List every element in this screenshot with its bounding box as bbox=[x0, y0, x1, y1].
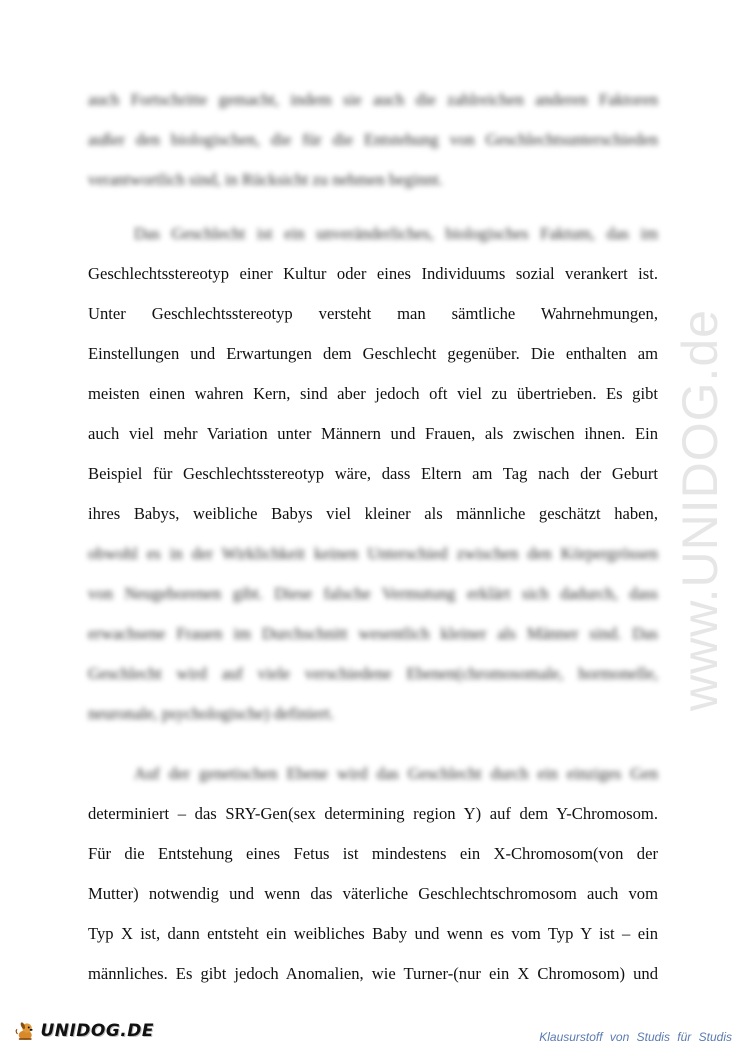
text-line: Für die Entstehung eines Fetus ist mindestens ein X-Chromosom(von der bbox=[88, 844, 658, 863]
text-line: von Neugeborenen gibt. Diese falsche Vermutung erklärt sich dadurch, dass bbox=[88, 584, 658, 603]
text-line: meisten einen wahren Kern, sind aber jedoch oft viel zu übertrieben. Es gibt bbox=[88, 384, 658, 403]
text-line: außer den biologischen, die für die Entstehung von Geschlechtsunterschieden bbox=[88, 130, 658, 149]
text-line: Mutter) notwendig und wenn das väterliche Geschlechtschromosom auch vom bbox=[88, 884, 658, 903]
text-line: Unter Geschlechtsstereotyp versteht man sämtliche Wahrnehmungen, bbox=[88, 304, 658, 323]
text-line: auch Fortschritte gemacht, indem sie auch die zahlreichen anderen Faktoren bbox=[88, 90, 658, 109]
text-line: männliches. Es gibt jedoch Anomalien, wie Turner-(nur ein X Chromosom) und bbox=[88, 964, 658, 983]
footer-tagline: Klausurstoff von Studis für Studis bbox=[539, 1030, 732, 1044]
text-line: Beispiel für Geschlechtsstereotyp wäre, dass Eltern am Tag nach der Geburt bbox=[88, 464, 658, 483]
watermark-text: www.UNIDOG.de bbox=[672, 309, 728, 711]
paragraph-3 bbox=[88, 754, 658, 994]
text-line: Typ X ist, dann entsteht ein weibliches Baby und wenn es vom Typ Y ist – ein bbox=[88, 924, 658, 943]
text-line: auch viel mehr Variation unter Männern und Frauen, als zwischen ihnen. Ein bbox=[88, 424, 658, 443]
text-line: Geschlecht wird auf viele verschiedene Ebenen(chromosomale, hormonelle, bbox=[88, 664, 658, 683]
text-line: Auf der genetischen Ebene wird das Geschlecht durch ein einziges Gen bbox=[134, 764, 658, 783]
text-line: neuronale, psychologische) definiert. bbox=[88, 704, 335, 723]
text-line: obwohl es in der Wirklichkeit keinen Unterschied zwischen den Körpergrössen bbox=[88, 544, 658, 563]
paragraph-1 bbox=[88, 80, 658, 200]
text-line: determiniert – das SRY-Gen(sex determining region Y) auf dem Y-Chromosom. bbox=[88, 804, 658, 823]
text-line: Das Geschlecht ist ein unveränderliches, biologisches Faktum, das im bbox=[134, 224, 658, 243]
text-line: ihres Babys, weibliche Babys viel kleiner als männliche geschätzt haben, bbox=[88, 504, 658, 523]
unidog-logo bbox=[14, 1014, 154, 1048]
dog-mascot-icon bbox=[14, 1014, 36, 1048]
text-line: Geschlechtsstereotyp einer Kultur oder eines Individuums sozial verankert ist. bbox=[88, 264, 658, 283]
text-line: Einstellungen und Erwartungen dem Geschlecht gegenüber. Die enthalten am bbox=[88, 344, 658, 363]
paragraph-2 bbox=[88, 214, 658, 734]
text-line: verantwortlich sind, in Rücksicht zu nehmen beginnt. bbox=[88, 170, 443, 189]
text-line: erwachsene Frauen im Durchschnitt wesentlich kleiner als Männer sind. Das bbox=[88, 624, 658, 643]
logo-text: UNIDOG.DE bbox=[40, 1021, 154, 1041]
